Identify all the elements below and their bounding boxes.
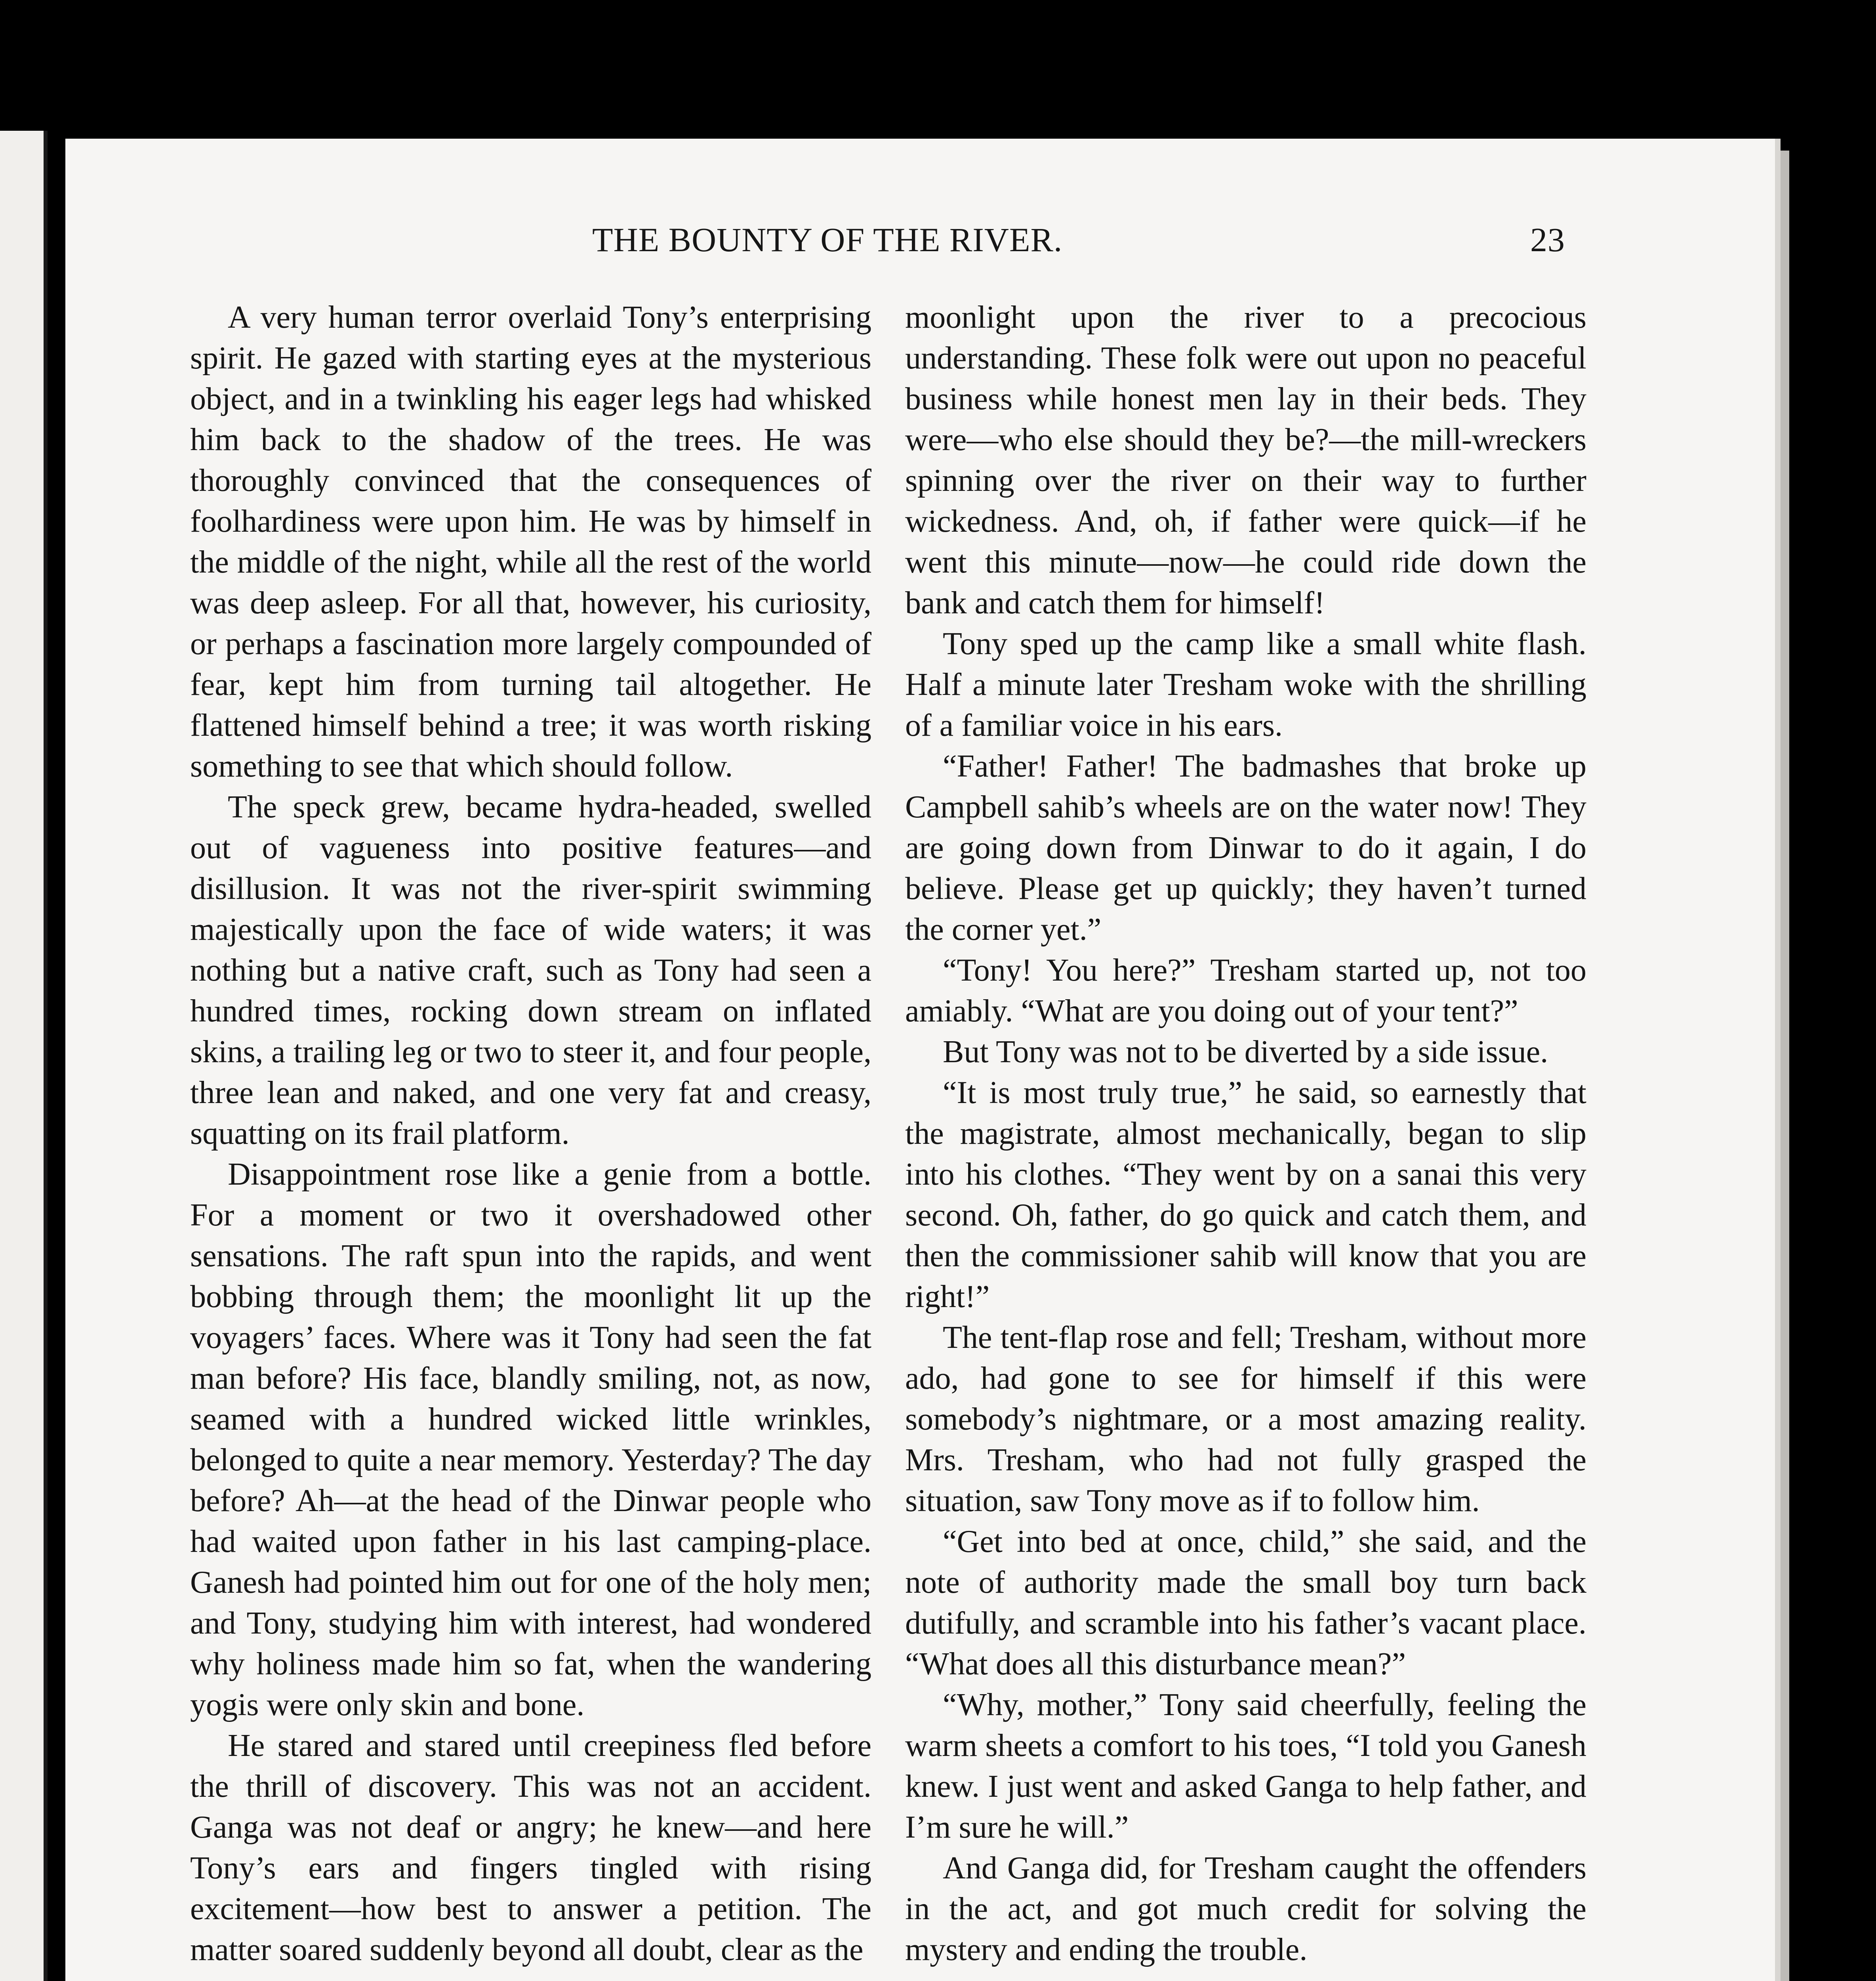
page-number: 23 xyxy=(1530,221,1565,259)
paragraph: A very human terror overlaid Tony’s enterprising spirit. He gazed with starting eyes at the mysterious object, and in a twinkling his eager legs had whisked him back to the shadow of the trees. He was thoroughly convinced that the consequences of foolhardiness were upon him. He was by himself in the middle of the night, while all the rest of the world was deep asleep. For all that, however, his curiosity, or perhaps a fascination more largely compounded of fear, kept him from turning tail altogether. He flattened himself behind a tree; it was worth risking something to see that which should follow. xyxy=(190,300,871,784)
page-edge-shadow xyxy=(1781,151,1789,1981)
paragraph: “Get into bed at once, child,” she said, and the note of authority made the small boy turn back dutifully, and scramble into his father’s vacant place. “What does all this disturbance mean?” xyxy=(905,1524,1586,1681)
paragraph: The tent-flap rose and fell; Tresham, without more ado, had gone to see for himself if this were somebody’s nightmare, or a most amazing reality. Mrs. Tresham, who had not fully grasped the situation, saw Tony move as if to follow him. xyxy=(905,1320,1586,1518)
page-header xyxy=(65,220,1775,267)
paragraph: But Tony was not to be diverted by a side issue. xyxy=(943,1034,1548,1069)
right-column xyxy=(905,297,1586,1981)
running-head: THE BOUNTY OF THE RIVER. xyxy=(592,221,1063,259)
body-text xyxy=(190,297,1624,1981)
paragraph: “Father! Father! The badmashes that broke up Campbell sahib’s wheels are on the water now! They are going down from Dinwar to do it again, I do believe. Please get up quickly; they haven’t turned the corner yet.” xyxy=(905,749,1586,947)
paragraph: He stared and stared until creepiness fled before the thrill of discovery. This was not an accident. Ganga was not deaf or angry; he knew—and here Tony’s ears and fingers tingled with rising excitement—how best to answer a petition. The matter soared suddenly beyond all doubt, clear as the xyxy=(190,1728,871,1967)
paragraph: The speck grew, became hydra-headed, swelled out of vagueness into positive features—and disillusion. It was not the river-spirit swimming majestically upon the face of wide waters; it was nothing but a native craft, such as Tony had seen a hundred times, rocking down stream on inflated skins, a trailing leg or two to steer it, and four people, three lean and naked, and one very fat and creasy, squatting on its frail platform. xyxy=(190,790,871,1151)
paragraph: “Tony! You here?” Tresham started up, not too amiably. “What are you doing out of your tent?” xyxy=(905,953,1586,1029)
paragraph-continued: moonlight upon the river to a precocious understanding. These folk were out upon no peaceful business while honest men lay in their beds. They were—who else should they be?—the mill-wreckers spinning over the river on their way to further wickedness. And, oh, if father were quick—if he went this minute—now—he could ride down the bank and catch them for himself! xyxy=(905,300,1586,620)
paragraph: Disappointment rose like a genie from a bottle. For a moment or two it overshadowed other sensations. The raft spun into the rapids, and went bobbing through them; the moonlight lit up the voyagers’ faces. Where was it Tony had seen the fat man before? His face, blandly smiling, not, as now, seamed with a hundred wicked little wrinkles, belonged to quite a near memory. Yesterday? The day before? Ah—at the head of the Dinwar people who had waited upon father in his last camping-place. Ganesh had pointed him out for one of the holy men; and Tony, studying him with interest, had wondered why holiness made him so fat, when the wandering yogis were only skin and bone. xyxy=(190,1157,871,1722)
book-page xyxy=(65,139,1781,1981)
left-column xyxy=(190,297,871,1981)
paragraph: “Why, mother,” Tony said cheerfully, feeling the warm sheets a comfort to his toes, “I told you Ganesh knew. I just went and asked Ganga to help father, and I’m sure he will.” xyxy=(905,1687,1586,1845)
paragraph: Tony sped up the camp like a small white flash. Half a minute later Tresham woke with the shrilling of a familiar voice in his ears. xyxy=(905,626,1586,743)
previous-page-edge xyxy=(0,131,48,1981)
paragraph: And Ganga did, for Tresham caught the offenders in the act, and got much credit for solving the mystery and ending the trouble. xyxy=(905,1851,1586,1967)
paragraph: “It is most truly true,” he said, so earnestly that the magistrate, almost mechanically, began to slip into his clothes. “They went by on a sanai this very second. Oh, father, do go quick and catch them, and then the commissioner sahib will know that you are right!” xyxy=(905,1075,1586,1314)
